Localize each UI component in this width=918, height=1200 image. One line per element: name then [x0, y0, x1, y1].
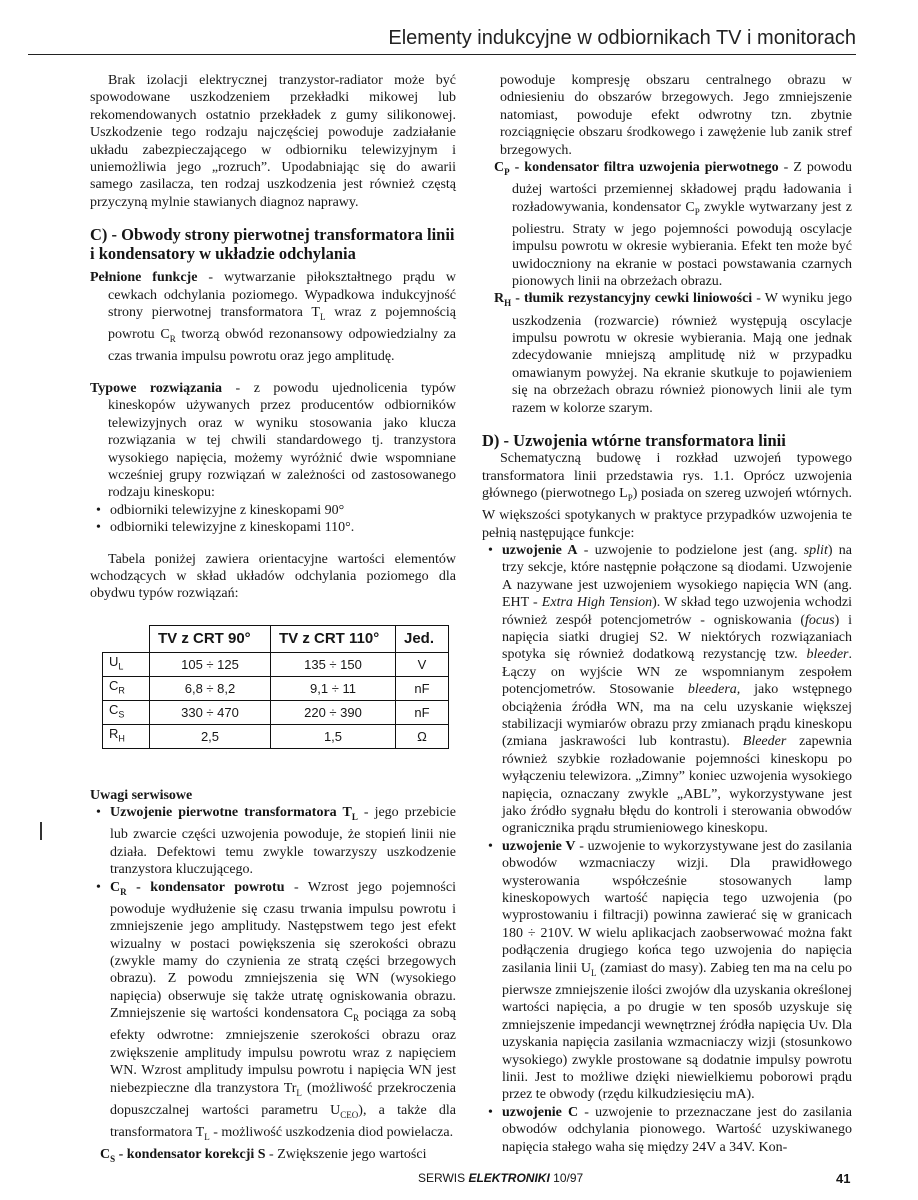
symbol-cell: $R_H$	[103, 724, 150, 748]
unit-cell: V	[396, 652, 449, 676]
table-row	[103, 676, 449, 700]
table-row	[103, 652, 449, 676]
symbol-cell: $C_S$	[103, 700, 150, 724]
list-item: • Uzwojenie pierwotne transformatora $T_L$ - jego przebicie lub zwarcie części uzwojenia powoduje, że stopień linii nie działa. Defektowi temu zwykle towarzyszy uszkodzenie tranzystora kluczującego.	[90, 804, 456, 878]
service-notes-list	[90, 804, 456, 1146]
unit-cell: nF	[396, 700, 449, 724]
header-title: Elementy indukcyjne w odbiornikach TV i monitorach	[388, 27, 856, 49]
continuation-paragraph: powoduje kompresję obszaru centralnego obrazu w odniesieniu do obszarów brzegowych. Jego zmniejszenie natomiast, powoduje efekt odwrotny tzn. zbytnie rozciągnięcie obszaru środkowego i zawężenie lub zanik stref brzegowych.	[500, 73, 852, 158]
page-number: 41	[836, 1171, 851, 1186]
value-110-cell: 135 ÷ 150	[271, 652, 396, 676]
component-values-table	[102, 625, 449, 749]
service-notes-heading: Uwagi serwisowe	[90, 787, 193, 803]
table-header-cell: TV z CRT 90°	[150, 625, 271, 652]
left-column	[90, 72, 456, 1168]
margin-mark	[40, 822, 42, 840]
value-90-cell: 330 ÷ 470	[150, 700, 271, 724]
cs-paragraph: $C_S$ - kondensator korekcji S - Zwiększenie jego wartości	[100, 1147, 427, 1165]
intro-paragraph: Brak izolacji elektrycznej tranzystor-radiator może być spowodowane uszkodzeniem przekładki mikowej lub rekomendowanych ostatnio przekładek z gumy silikonowej. Uszkodzenie tego rodzaju najczęściej powoduje zadziałanie układu zabezpieczającego w odbiorniku telewizyjnym i uniemożliwia jego „rozruch”. Upodabniając się do awarii samego zasilacza, ten rodzaj uszkodzenia jest również częstą przyczyną mylnie stawianych diagnoz naprawy.	[90, 73, 456, 210]
list-item: • odbiorniki telewizyjne z kineskopami 90°	[90, 502, 456, 519]
table-row	[103, 724, 449, 748]
list-item: • odbiorniki telewizyjne z kineskopami 110°.	[90, 519, 456, 536]
list-item: • uzwojenie V - uzwojenie to wykorzystywane jest do zasilania obwodów wzmacniaczy wizji. Dla prawidłowego wysterowania współcześnie stosowanych lamp kineskopowych wartość napięcia tego uzwojenia (po wyprostowaniu i filtracji) powinna zawierać się w granicach 180 ÷ 210V. W wielu aplikacjach zaobserwować można fakt podłączenia drugiego końca tego uzwojenia do napięcia zasilania linii $U_L$ (zamiast do masy). Zabieg ten ma na celu po pierwsze zmniejszenie ilości zwojów dla uzyskania określonej wartości napięcia, a po drugie w ten sposób uzyskuje się zmniejszenie impedancji wewnętrznej źródła napięcia Uv. Dla uzyskania napięcia zasilania wzmacniaczy wizji (stosunkowo wysokiego) zwykle prostowane są dodatnie impulsy powrotu linii. Jest to możliwe dzięki niewielkiemu poborowi prądu przez te obwody (rzędu kilkudziesięciu mA).	[482, 838, 852, 1104]
value-110-cell: 1,5	[271, 724, 396, 748]
running-header	[28, 24, 856, 55]
section-c-heading: C) - Obwody strony pierwotnej transformatora linii i kondensatory w układzie odchylania	[90, 225, 455, 264]
table-header-row	[103, 625, 449, 652]
table-header-cell: TV z CRT 110°	[271, 625, 396, 652]
table-intro-paragraph: Tabela poniżej zawiera orientacyjne wartości elementów wchodzących w skład układów odchylania poziomego dla obydwu typów rozwiązań:	[90, 551, 456, 602]
unit-cell: Ω	[396, 724, 449, 748]
table-row	[103, 700, 449, 724]
section-d-heading: D) - Uzwojenia wtórne transformatora linii	[482, 431, 786, 451]
value-110-cell: 220 ÷ 390	[271, 700, 396, 724]
footer-publication: SERWIS ELEKTRONIKI 10/97	[418, 1171, 584, 1185]
value-110-cell: 9,1 ÷ 11	[271, 676, 396, 700]
functions-paragraph: Pełnione funkcje - wytwarzanie piłokształtnego prądu w cewkach odchylania poziomego. Wypadkowa indukcyjność strony pierwotnej transformatora $T_L$ wraz z pojemnością powrotu $C_R$ tworzą obwód rezonansowy odpowiedzialny za czas trwania impulsu powrotu oraz jego amplitudę.	[90, 270, 456, 365]
typical-solutions-label: Typowe rozwiązania	[90, 380, 222, 396]
right-column	[482, 72, 852, 1156]
section-d-paragraph: Schematyczną budowę i rozkład uzwojeń typowego transformatora linii przedstawia rys. 1.1. Oprócz uzwojenia głównego (pierwotnego $L_P$) posiada on szereg uzwojeń wtórnych. W większości spotykanych w praktyce przypadków uzwojenia te pełnią następujące funkcje:	[482, 451, 852, 541]
cp-paragraph: $C_P$ - kondensator filtra uzwojenia pierwotnego - Z powodu dużej wartości przemiennej składowej prądu ładowania i rozładowywania, kondensator $C_P$ zwykle wytwarzany jest z poliestru. Straty w jego pojemności powodują oscylacje impulsu powrotu w okresie wybierania. Efekt ten może być uwidoczniony na ekranie w postaci powstawania czarnych pionowych linii na obrzeżach obrazu.	[494, 160, 852, 290]
table-header-cell: Jed.	[396, 625, 449, 652]
unit-cell: nF	[396, 676, 449, 700]
value-90-cell: 2,5	[150, 724, 271, 748]
symbol-cell: $C_R$	[103, 676, 150, 700]
value-90-cell: 105 ÷ 125	[150, 652, 271, 676]
symbol-cell: $U_L$	[103, 652, 150, 676]
list-item: • $C_R$ - kondensator powrotu - Wzrost jego pojemności powoduje wydłużenie się czasu trwania impulsu powrotu i zmniejszenie jego amplitudy. Następstwem tego jest efekt wizualny w postaci powiększenia się szerokości obrazu (zwykle mamy do czynienia ze stratą części brzegowych obrazu). Z powodu zmniejszenia się WN (wysokiego napięcia) obserwuje się także utratę ogniskowania obrazu. Zmniejszenie się wartości kondensatora $C_R$ pociąga za sobą efekty odwrotne: zmniejszenie szerokości obrazu oraz zwiększenie amplitudy impulsu powrotu wraz z napięciem WN. Wzrost amplitudy impulsu powrotu i napięcia WN jest niebezpieczne dla tranzystora $Tr_L$ (możliwość przekroczenia dopuszczalnej wartości parametru $U_{CEO}$), a także dla transformatora $T_L$ - możliwość uszkodzenia diod powielacza.	[90, 879, 456, 1147]
list-item: • uzwojenie A - uzwojenie to podzielone jest (ang. split) na trzy sekcje, które następnie połączone są diodami. Uzwojenie A nazywane jest uzwojeniem wysokiego napięcia WN (ang. EHT - Extra High Tension). W skład tego uzwojenia wchodzi również zespół potencjometrów - ogniskowania (focus) i napięcia siatki drugiej S2. W niektórych rozwiązaniach spotyka się również dodatkową rezystancję tzw. bleeder. Łączy on wyjście WN ze wspomnianym zespołem potencjometrów. Stosowanie bleedera, jako wstępnego obciążenia źródła WN, ma na celu uzyskanie większej stabilizacji wymiarów obrazu przy zmianach prądu kineskopu (zmiana jaskrawości lub kontrastu). Bleeder zapewnia również szybkie rozładowanie pojemności kineskopu po wyłączeniu telewizora. „Zimny” koniec uzwojenia wysokiego napięcia, oznaczany zwykle „ABL”, wykorzystywane jest jako źródło sygnału błędu do kontroli i sterowania obwodów ogranicznika prądu strumieniowego kineskopu.	[482, 542, 852, 838]
list-item: • uzwojenie C - uzwojenie to przeznaczane jest do zasilania obwodów odchylania pionowego. Wartość uzyskiwanego napięcia stałego waha się między 24V a 34V. Kon-	[482, 1104, 852, 1156]
rh-paragraph: $R_H$ - tłumik rezystancyjny cewki liniowości - W wyniku jego uszkodzenia (rozwarcie) również występują oscylacje impulsu powrotu w okresie wybierania. Mają one jednak zdecydowanie mniejszą amplitudę niż w przypadku omawianym powyżej. Na ekranie skutkuje to pojawieniem się na obrzeżach obrazu również pionowych linii ale tym razem w kolorze szarym.	[494, 291, 852, 416]
typical-solutions-paragraph: Typowe rozwiązania - z powodu ujednolicenia typów kineskopów używanych przez producentów odbiorników telewizyjnych oraz w wyniku stosowania jako klucza rozwiązania w tej chwili standardowego tj. tranzystora wysokiego napięcia, możemy wyróżnić dwie wspomniane wcześniej grupy rozwiązań w zależności od zastosowanego rodzaju kineskopu:	[90, 380, 456, 501]
value-90-cell: 6,8 ÷ 8,2	[150, 676, 271, 700]
functions-label: Pełnione funkcje	[90, 270, 198, 286]
secondary-windings-list	[482, 542, 852, 1156]
crt-type-list	[90, 502, 456, 537]
